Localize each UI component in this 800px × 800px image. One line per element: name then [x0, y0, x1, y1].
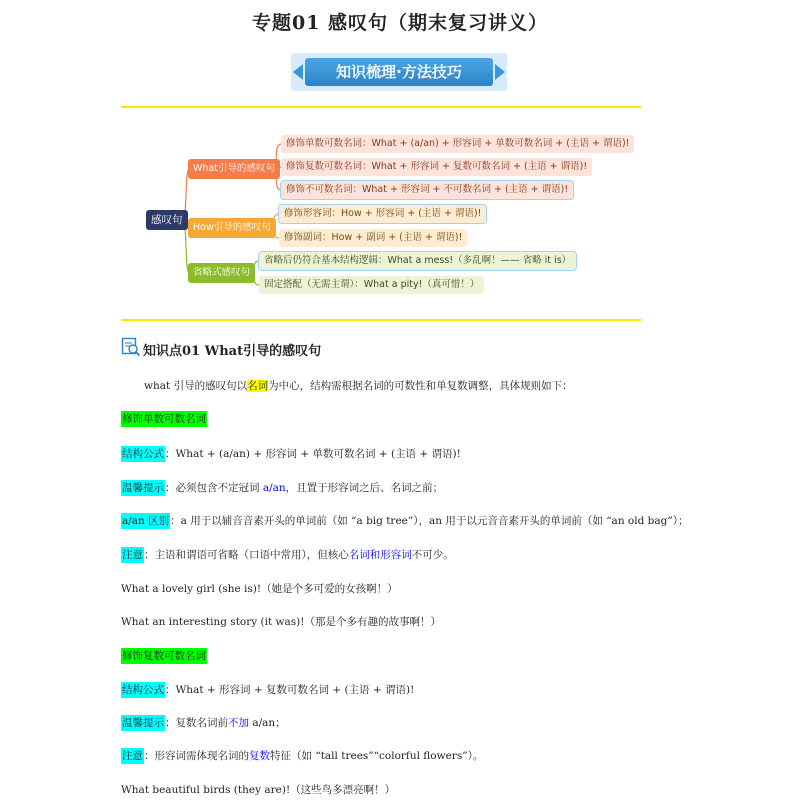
- section-banner: [291, 53, 507, 91]
- note-line: 注意：形容词需体现名词的复数特征（如 “tall trees”“colorful flowers”）。: [122, 750, 484, 762]
- mind-map-leaf: 修饰复数可数名词：What + 形容词 + 复数可数名词 + (主语 + 谓语)!: [281, 158, 592, 176]
- subheading-plural: 修饰复数可数名词: [122, 650, 206, 662]
- tip-line: 温馨提示：复数名词前不加 a/an；: [122, 717, 286, 729]
- magnifier-icon: [121, 337, 141, 357]
- intro-paragraph: what 引导的感叹句以名词为中心，结构需根据名词的可数性和单复数调整，具体规则如下：: [144, 380, 573, 392]
- banner-label: 知识梳理·方法技巧: [305, 58, 493, 86]
- mind-map-leaf: 修饰形容词：How + 形容词 + (主语 + 谓语)!: [279, 205, 486, 223]
- mind-map-branch-how: How引导的感叹句: [188, 218, 276, 238]
- mind-map-leaf: 修饰不可数名词：What + 形容词 + 不可数名词 + (主语 + 谓语)!: [281, 181, 573, 199]
- subheading-singular: 修饰单数可数名词: [122, 413, 206, 425]
- section-heading: 知识点01 What引导的感叹句: [143, 344, 322, 359]
- mind-map-branch-elliptical: 省略式感叹句: [188, 263, 255, 283]
- note-line: 注意：主语和谓语可省略（口语中常用），但核心名词和形容词不可少。: [122, 549, 454, 561]
- mind-map-leaf: 修饰副词：How + 副词 + (主语 + 谓语)!: [279, 229, 467, 247]
- mind-map-branch-what: What引导的感叹句: [188, 159, 280, 179]
- example-sentence: What an interesting story (it was)!（那是个多有趣的故事啊！）: [121, 616, 441, 628]
- tip-line: 温馨提示：必须包含不定冠词 a/an，且置于形容词之后、名词之前；: [122, 482, 444, 494]
- example-sentence: What a lovely girl (she is)!（她是个多可爱的女孩啊！）: [121, 583, 398, 595]
- mind-map-leaf: 固定搭配（无需主谓）：What a pity!（真可惜！）: [259, 276, 484, 294]
- mind-map-root: 感叹句: [146, 210, 188, 230]
- example-sentence: What beautiful birds (they are)!（这些鸟多漂亮啊！）: [121, 784, 396, 796]
- formula-line: 结构公式：What + 形容词 + 复数可数名词 + (主语 + 谓语)!: [122, 684, 415, 696]
- formula-line: 结构公式：What + (a/an) + 形容词 + 单数可数名词 + (主语 + 谓语)!: [122, 448, 461, 460]
- mind-map: [121, 106, 641, 321]
- mind-map-leaf: 省略后仍符合基本结构逻辑：What a mess!（多乱啊！—— 省略 it is）: [259, 252, 576, 270]
- page-title: 专题01 感叹句（期末复习讲义）: [251, 12, 549, 34]
- mind-map-leaf: 修饰单数可数名词：What + (a/an) + 形容词 + 单数可数名词 + (主语 + 谓语)!: [281, 135, 634, 153]
- difference-line: a/an 区别：a 用于以辅音音素开头的单词前（如 “a big tree”），an 用于以元音音素开头的单词前（如 “an old bag”）；: [122, 515, 689, 527]
